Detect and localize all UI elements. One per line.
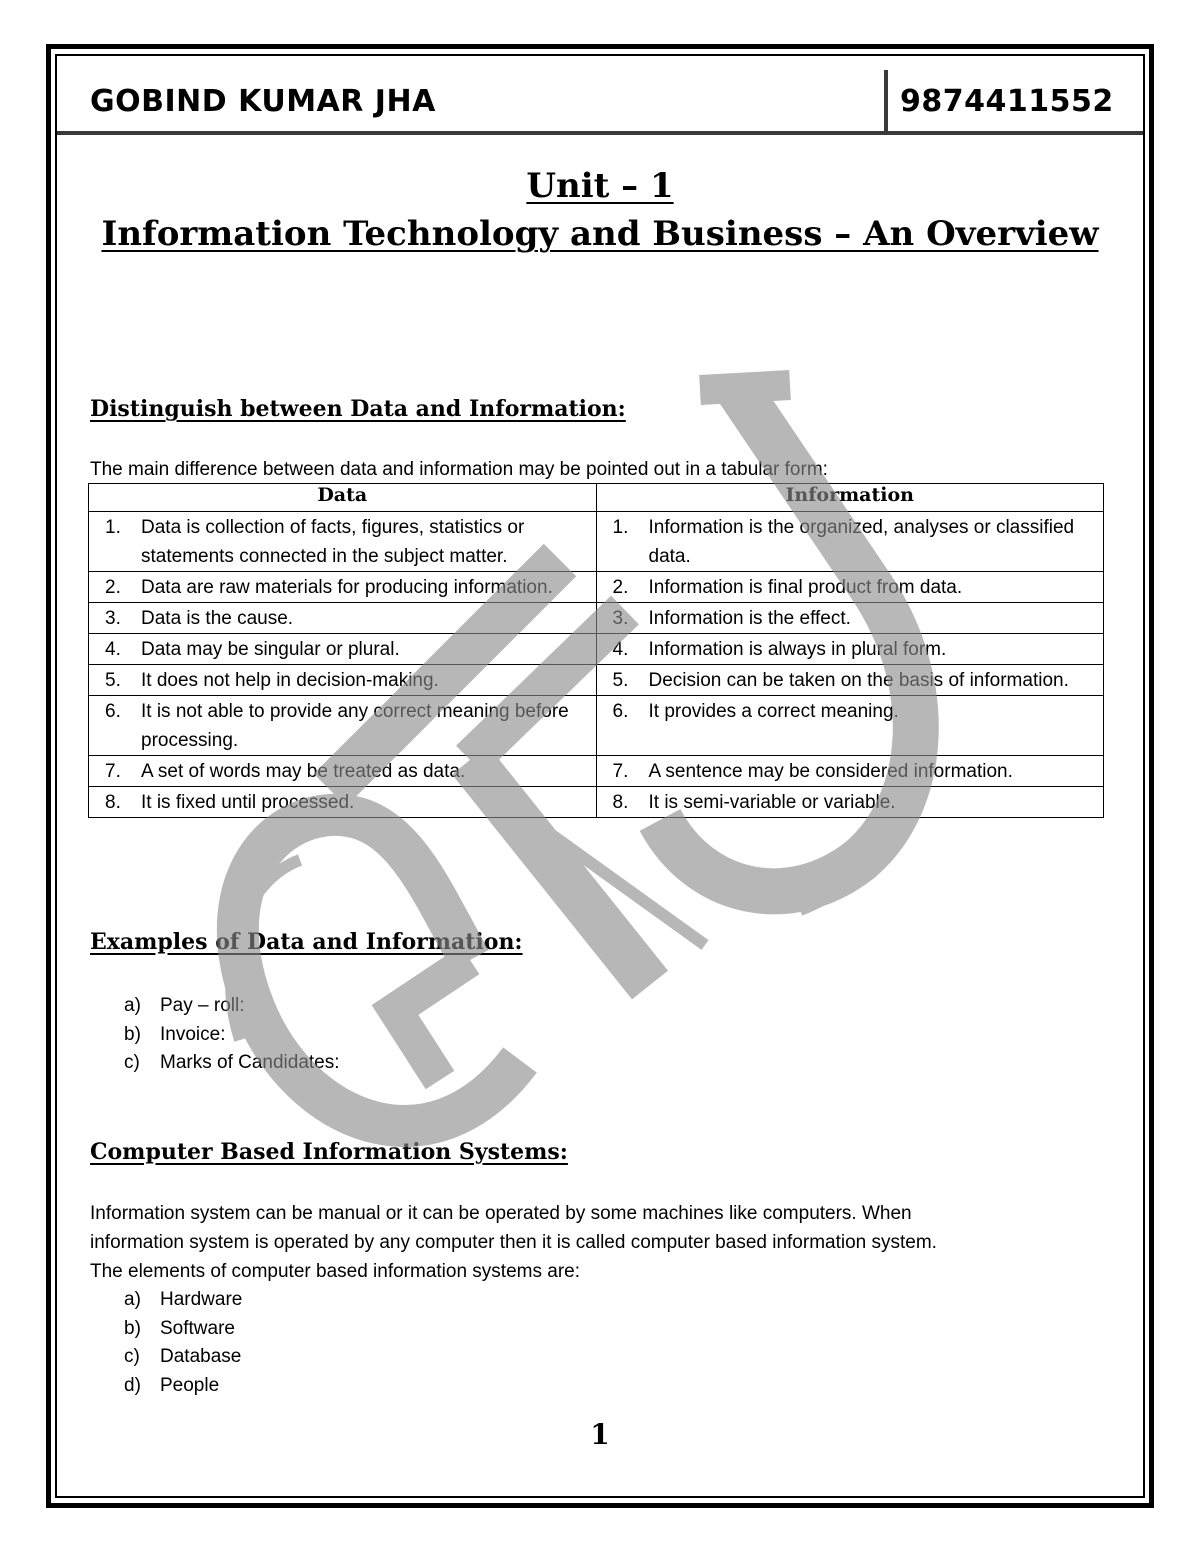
list-item: a) Pay – roll: [124,995,245,1016]
cbis-paragraph: Information system can be manual or it can be operated by some machines like computers. When information system is operated by any computer then it is called computer based information system. The elements of computer based information systems are: [90,1203,937,1282]
table-cell-information: 8. It is semi-variable or variable. [596,787,1104,818]
table-cell-information: 6. It provides a correct meaning. [596,696,1104,756]
list-item: c) Marks of Candidates: [124,1052,340,1073]
table-cell-information: 5. Decision can be taken on the basis of information. [596,665,1104,696]
section-heading-cbis: Computer Based Information Systems: [90,1139,568,1165]
list-item: d) People [124,1374,220,1396]
page-title: Information Technology and Business – An Overview [101,214,1099,254]
table-row [89,756,1104,787]
table-cell-data: 7. A set of words may be treated as data. [89,756,597,787]
author-name: GOBIND KUMAR JHA [90,84,436,119]
cbis-elements-list [124,1286,242,1400]
table-cell-data: 1. Data is collection of facts, figures, statistics or statements connected in the subject matter. [89,512,597,572]
table-row [89,634,1104,665]
table-row [89,665,1104,696]
list-item: c) Database [124,1346,242,1367]
table-cell-data: 2. Data are raw materials for producing information. [89,572,597,603]
author-phone: 9874411552 [900,84,1114,119]
table-row [89,787,1104,818]
table-cell-information: 2. Information is final product from data. [596,572,1104,603]
section-heading-examples: Examples of Data and Information: [90,929,523,955]
table-cell-information: 4. Information is always in plural form. [596,634,1104,665]
table-cell-data: 8. It is fixed until processed. [89,787,597,818]
header-rule [57,131,1143,135]
list-item: b) Invoice: [124,1023,226,1045]
section-heading-data-vs-information: Distinguish between Data and Information: [90,396,626,422]
table-row [89,696,1104,756]
list-item: a) Hardware [124,1289,243,1310]
table-cell-data: 4. Data may be singular or plural. [89,634,597,665]
unit-title: Unit – 1 [526,166,674,206]
table-row [89,512,1104,572]
table-intro-text: The main difference between data and information may be pointed out in a tabular form: [90,459,828,480]
table-cell-information: 1. Information is the organized, analyses or classified data. [596,512,1104,572]
list-item: b) Software [124,1317,235,1339]
table-cell-data: 3. Data is the cause. [89,603,597,634]
table-cell-data: 6. It is not able to provide any correct meaning before processing. [89,696,597,756]
table-header-data: Data [89,484,597,512]
table-cell-information: 7. A sentence may be considered information. [596,756,1104,787]
table-cell-data: 5. It does not help in decision-making. [89,665,597,696]
table-header-information: Information [596,484,1104,512]
table-row [89,572,1104,603]
data-vs-information-table [88,483,1104,818]
table-cell-information: 3. Information is the effect. [596,603,1104,634]
examples-list [124,992,340,1078]
page-number: 1 [590,1418,610,1451]
table-row [89,603,1104,634]
header-divider [884,70,888,132]
